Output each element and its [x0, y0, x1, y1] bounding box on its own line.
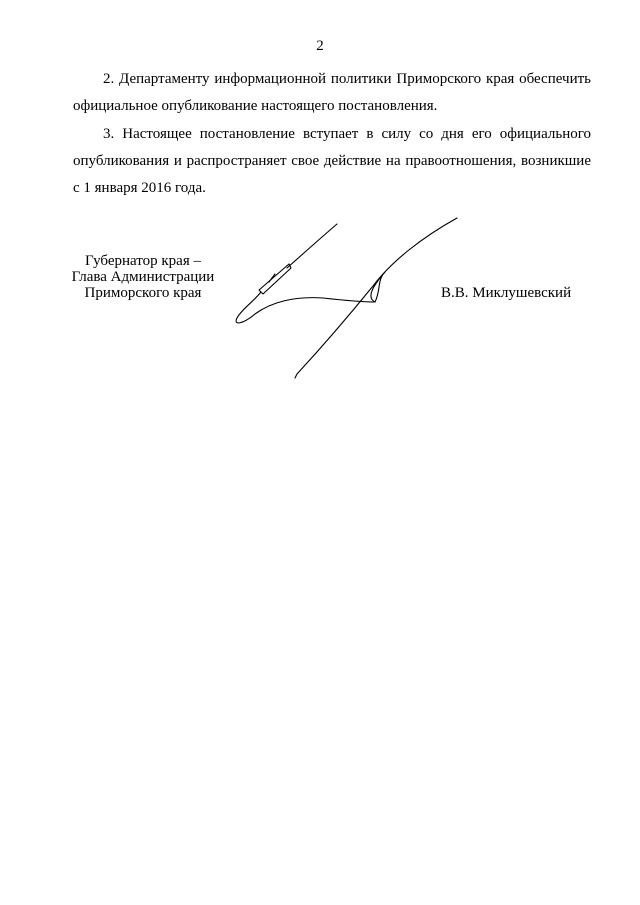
paragraph-3: 3. Настоящее постановление вступает в силу со дня его официального опубликования и распространяет свое действие на правоотношения, возникшие с 1 января 2016 года. [73, 126, 591, 196]
signature-stroke-5 [371, 272, 385, 302]
signatory-title-line-1: Губернатор края – [85, 253, 201, 269]
document-body [73, 66, 591, 203]
signature-stroke-4 [236, 292, 375, 323]
signature-stroke-1 [287, 224, 337, 268]
signature-stroke-2 [259, 264, 291, 294]
signatory-title-line-2: Глава Администрации [71, 269, 215, 285]
signatory-title [48, 253, 238, 301]
paragraph-2: 2. Департаменту информационной политики Приморского края обеспечить официальное опубликование настоящего постановления. [73, 71, 591, 114]
signatory-title-line-3: Приморского края [84, 285, 202, 301]
handwritten-signature-icon [225, 210, 475, 380]
signature-stroke-3 [269, 274, 275, 282]
page-number: 2 [316, 38, 324, 54]
signer-name: В.В. Миклушевский [441, 285, 572, 301]
